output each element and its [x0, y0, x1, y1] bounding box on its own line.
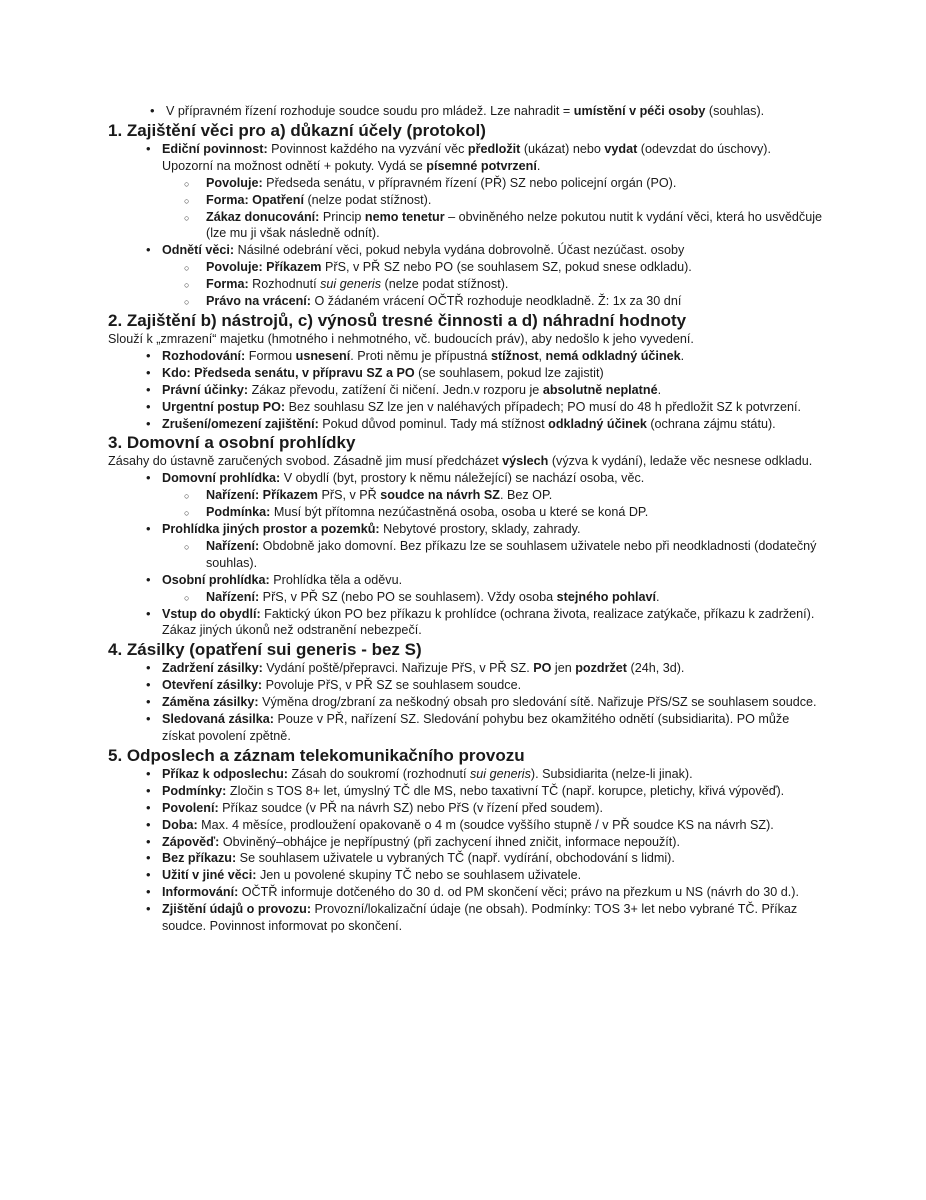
list-item-text: Odnětí věci: Násilné odebrání věci, pokud nebyla vydána dobrovolně. Účast nezúčast. osoby: [162, 243, 685, 258]
list-item: [144, 850, 824, 867]
list-item: [144, 800, 824, 817]
list-item-text: Otevření zásilky: Povoluje PřS, v PŘ SZ se souhlasem soudce.: [162, 678, 522, 693]
list-item: [144, 365, 824, 382]
sub-list-item: ○ Podmínka: Musí být přítomna nezúčastněná osoba, osoba u které se koná DP.: [184, 504, 824, 521]
list-item: [144, 470, 824, 521]
sub-list-item: ○ Nařízení: Příkazem PřS, v PŘ soudce na návrh SZ. Bez OP.: [184, 487, 824, 504]
sub-list-item: ○ Forma: Rozhodnutí sui generis (nelze podat stížnost).: [184, 276, 824, 293]
list-item: [144, 834, 824, 851]
intro-list: [148, 103, 824, 120]
list-item-text: Užití v jiné věci: Jen u povolené skupiny TČ nebo se souhlasem uživatele.: [162, 868, 582, 883]
list-item-text: Rozhodování: Formou usnesení. Proti němu je přípustná stížnost, nemá odkladný účinek.: [162, 348, 685, 363]
sub-list-item: ○ Povoluje: Předseda senátu, v přípravném řízení (PŘ) SZ nebo policejní orgán (PO).: [184, 175, 824, 192]
list-item-text: Zadržení zásilky: Vydání poště/přepravci. Nařizuje PřS, v PŘ SZ. PO jen pozdržet (24h, 3d).: [162, 661, 685, 676]
list-item-text: Bez příkazu: Se souhlasem uživatele u vybraných TČ (např. vydírání, obchodování s lidmi).: [162, 851, 675, 866]
section-intro: Slouží k „zmrazení“ majetku (hmotného i nehmotného, vč. budoucích práv), aby nedošlo k jeho vyvedení.: [108, 331, 694, 346]
list-item: [144, 766, 824, 783]
section: [108, 433, 824, 639]
sub-list-item: ○ Nařízení: Obdobně jako domovní. Bez příkazu lze se souhlasem uživatele nebo při neodkladnosti (dodatečný souhlas).: [184, 538, 824, 572]
list-item: • V přípravném řízení rozhoduje soudce soudu pro mládež. Lze nahradit = umístění v péči osoby (souhlas).: [148, 103, 824, 120]
bullet-list: [144, 141, 824, 310]
list-item-text: Podmínky: Zločin s TOS 8+ let, úmyslný TČ dle MS, nebo taxativní TČ (např. korupce, pletichy, křivá výpověď).: [162, 783, 785, 798]
list-item: [144, 783, 824, 800]
sub-list-item: ○ Právo na vrácení: O žádaném vrácení OČTŘ rozhoduje neodkladně. Ž: 1x za 30 dní: [184, 293, 824, 310]
section: [108, 311, 824, 432]
list-item: [144, 416, 824, 433]
list-item: [144, 660, 824, 677]
bullet-list: [144, 660, 824, 745]
list-item: [144, 382, 824, 399]
list-item: [144, 348, 824, 365]
section-heading: 5. Odposlech a záznam telekomunikačního provozu: [108, 745, 525, 765]
list-item-text: Zápověď: Obviněný–obhájce je nepřípustný (při zachycení ihned zničit, informace nepoužít).: [162, 834, 680, 849]
list-item: [144, 884, 824, 901]
bullet-list: [144, 470, 824, 639]
list-item: [144, 242, 824, 310]
list-item: [144, 817, 824, 834]
list-item-text: Povolení: Příkaz soudce (v PŘ na návrh SZ) nebo PřS (v řízení před soudem).: [162, 800, 603, 815]
list-item: [144, 399, 824, 416]
list-item-text: Vstup do obydlí: Faktický úkon PO bez příkazu k prohlídce (ochrana života, realizace zatýkače, příkazu k zadržení). Zákaz jiných úkonů než odstranění nebezpečí.: [162, 606, 815, 638]
sub-bullet-list: [184, 589, 824, 606]
section-heading: 4. Zásilky (opatření sui generis - bez S): [108, 640, 422, 660]
sections-container: [108, 121, 824, 935]
list-item-text: Příkaz k odposlechu: Zásah do soukromí (rozhodnutí sui generis). Subsidiarita (nelze-li jinak).: [162, 766, 693, 781]
list-item: [144, 521, 824, 572]
list-item: [144, 677, 824, 694]
list-item: [144, 572, 824, 606]
sub-bullet-list: [184, 538, 824, 572]
list-item-text: Zrušení/omezení zajištění: Pokud důvod pominul. Tady má stížnost odkladný účinek (ochrana zájmu státu).: [162, 416, 776, 431]
list-item-text: Kdo: Předseda senátu, v přípravu SZ a PO (se souhlasem, pokud lze zajistit): [162, 365, 604, 380]
section: [108, 746, 824, 935]
list-item: [144, 141, 824, 242]
section-heading: 1. Zajištění věci pro a) důkazní účely (protokol): [108, 120, 486, 140]
document-page: [108, 103, 824, 935]
list-item: [144, 867, 824, 884]
list-item-text: Informování: OČTŘ informuje dotčeného do 30 d. od PM skončení věci; právo na přezkum u NS (návrh do 30 d.).: [162, 885, 799, 900]
section-heading: 3. Domovní a osobní prohlídky: [108, 433, 356, 453]
list-item: [144, 694, 824, 711]
list-item: [144, 711, 824, 745]
bullet-list: [144, 766, 824, 935]
sub-list-item: ○ Zákaz donucování: Princip nemo tenetur – obviněného nelze pokutou nutit k vydání věci, která ho usvědčuje (lze mu ji však následně odnít).: [184, 209, 824, 243]
list-item-text: Prohlídka jiných prostor a pozemků: Nebytové prostory, sklady, zahrady.: [162, 522, 581, 537]
list-item-text: Zjištění údajů o provozu: Provozní/lokalizační údaje (ne obsah). Podmínky: TOS 3+ let nebo vybrané TČ. Příkaz soudce. Povinnost informovat po skončení.: [162, 902, 798, 934]
sub-list-item: ○ Nařízení: PřS, v PŘ SZ (nebo PO se souhlasem). Vždy osoba stejného pohlaví.: [184, 589, 824, 606]
list-item: [144, 606, 824, 640]
list-item-text: Domovní prohlídka: V obydlí (byt, prostory k němu náležející) se nachází osoba, věc.: [162, 471, 645, 486]
list-item: [144, 901, 824, 935]
sub-bullet-list: [184, 175, 824, 243]
bullet-list: [144, 348, 824, 433]
section-intro: Zásahy do ústavně zaručených svobod. Zásadně jim musí předcházet výslech (výzva k vydání), ledaže věc nesnese odkladu.: [108, 454, 813, 469]
list-item-text: Urgentní postup PO: Bez souhlasu SZ lze jen v naléhavých případech; PO musí do 48 h předložit SZ k potvrzení.: [162, 399, 802, 414]
section: [108, 640, 824, 745]
list-item-text: Právní účinky: Zákaz převodu, zatížení či ničení. Jedn.v rozporu je absolutně neplatné.: [162, 382, 662, 397]
section-heading: 2. Zajištění b) nástrojů, c) výnosů tresné činnosti a d) náhradní hodnoty: [108, 310, 687, 330]
sub-bullet-list: [184, 259, 824, 310]
list-item-text: Záměna zásilky: Výměna drog/zbraní za neškodný obsah pro sledování sítě. Nařizuje PřS/SZ se souhlasem soudce.: [162, 695, 817, 710]
list-item-text: Ediční povinnost: Povinnost každého na vyzvání věc předložit (ukázat) nebo vydat (odevzdat do úschovy). Upozorní na možnost odnětí + pokuty. Vydá se písemné potvrzení.: [162, 141, 771, 173]
sub-list-item: ○ Forma: Opatření (nelze podat stížnost).: [184, 192, 824, 209]
list-item-text: Sledovaná zásilka: Pouze v PŘ, nařízení SZ. Sledování pohybu bez okamžitého odnětí (subsidiarita). PO může získat povolení zpětně.: [162, 712, 790, 743]
section: [108, 121, 824, 310]
list-item-text: Osobní prohlídka: Prohlídka těla a oděvu.: [162, 572, 403, 587]
sub-bullet-list: [184, 487, 824, 521]
list-item-text: Doba: Max. 4 měsíce, prodloužení opakovaně o 4 m (soudce vyššího stupně / v PŘ soudce KS na návrh SZ).: [162, 817, 774, 832]
sub-list-item: ○ Povoluje: Příkazem PřS, v PŘ SZ nebo PO (se souhlasem SZ, pokud snese odkladu).: [184, 259, 824, 276]
